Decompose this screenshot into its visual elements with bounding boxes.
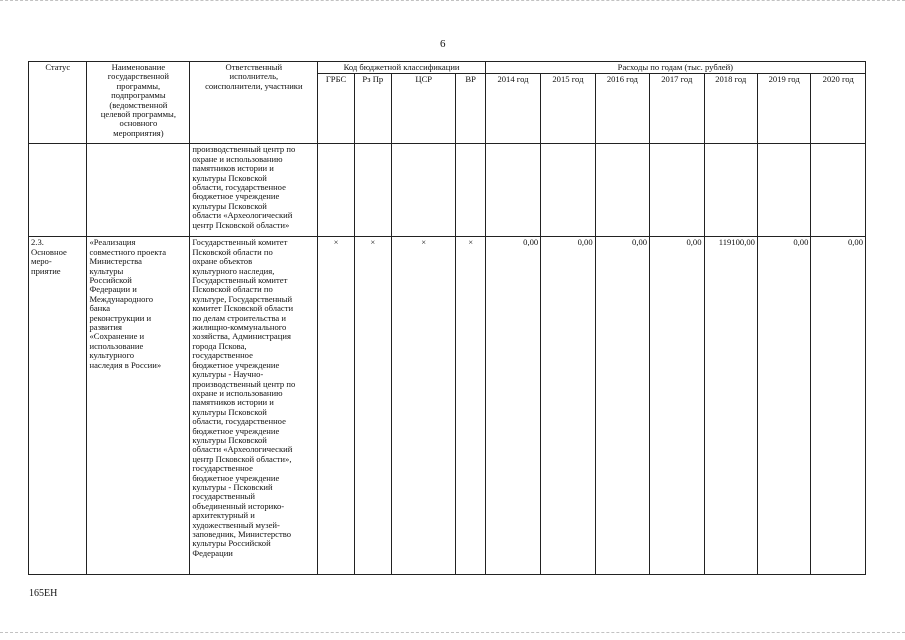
- header-year-2014: 2014 год: [485, 74, 540, 144]
- cell-rzpr: ×: [354, 237, 391, 575]
- header-year-2016: 2016 год: [595, 74, 649, 144]
- budget-table: [28, 61, 866, 575]
- cell-executor: Государственный комитет Псковской области по охране объектов культурного наследия, Государственный комитет Псковской области по культуре, Государственный комитет Псковской области по делам строительства и жилищно-коммунального хозяйства, Администрация города Пскова, государственное бюджетное учреждение культуры - Научно- производственный центр по охране и использованию памятников истории и культуры Псковской области, государственное бюджетное учреждение культуры Псковской области «Археологический центр Псковской области», государственное бюджетное учреждение культуры - Псковский государственный объединенный историко- архитектурный и художественный музей- заповедник, Министерство культуры Российской Федерации: [190, 237, 318, 575]
- cell-vr: ×: [456, 237, 485, 575]
- table-row: [29, 237, 866, 575]
- scan-edge-bottom: [0, 632, 905, 637]
- cell-program: [87, 144, 190, 237]
- header-program: Наименование государственной программы, подпрограммы (ведомственной целевой программы, основного мероприятия): [87, 62, 190, 144]
- cell-2014: [485, 144, 540, 237]
- cell-2017: 0,00: [650, 237, 704, 575]
- header-expenses: Расходы по годам (тыс. рублей): [485, 62, 865, 74]
- cell-2020: 0,00: [811, 237, 866, 575]
- header-status: Статус: [29, 62, 87, 144]
- table-row: [29, 144, 866, 237]
- header-executor: Ответственный исполнитель, соисполнители, участники: [190, 62, 318, 144]
- cell-grbs: ×: [318, 237, 354, 575]
- cell-2019: 0,00: [757, 237, 810, 575]
- cell-rzpr: [354, 144, 391, 237]
- header-csr: ЦСР: [391, 74, 456, 144]
- footer-code: 165ЕН: [29, 588, 58, 599]
- cell-grbs: [318, 144, 354, 237]
- cell-2015: 0,00: [541, 237, 595, 575]
- header-year-2015: 2015 год: [541, 74, 595, 144]
- header-year-2020: 2020 год: [811, 74, 866, 144]
- header-year-2019: 2019 год: [757, 74, 810, 144]
- cell-2020: [811, 144, 866, 237]
- header-rzpr: Рз Пр: [354, 74, 391, 144]
- cell-csr: [391, 144, 456, 237]
- cell-csr: ×: [391, 237, 456, 575]
- cell-2014: 0,00: [485, 237, 540, 575]
- cell-2016: 0,00: [595, 237, 649, 575]
- cell-status: 2.3. Основное меро- приятие: [29, 237, 87, 575]
- cell-2019: [757, 144, 810, 237]
- header-year-2017: 2017 год: [650, 74, 704, 144]
- cell-program: «Реализация совместного проекта Министерства культуры Российской Федерации и Международного банка реконструкции и развития «Сохранение и использование культурного наследия в России»: [87, 237, 190, 575]
- cell-2018: 119100,00: [704, 237, 757, 575]
- header-grbs: ГРБС: [318, 74, 354, 144]
- cell-2017: [650, 144, 704, 237]
- header-vr: ВР: [456, 74, 485, 144]
- cell-2018: [704, 144, 757, 237]
- cell-2015: [541, 144, 595, 237]
- cell-status: [29, 144, 87, 237]
- header-budget-code: Код бюджетной классификации: [318, 62, 485, 74]
- page-number: 6: [440, 38, 446, 50]
- scan-edge-top: [0, 0, 905, 5]
- cell-vr: [456, 144, 485, 237]
- cell-2016: [595, 144, 649, 237]
- cell-executor: производственный центр по охране и использованию памятников истории и культуры Псковской области, государственное бюджетное учреждение культуры Псковской области «Археологический центр Псковской области»: [190, 144, 318, 237]
- header-year-2018: 2018 год: [704, 74, 757, 144]
- header-row-1: [29, 62, 866, 74]
